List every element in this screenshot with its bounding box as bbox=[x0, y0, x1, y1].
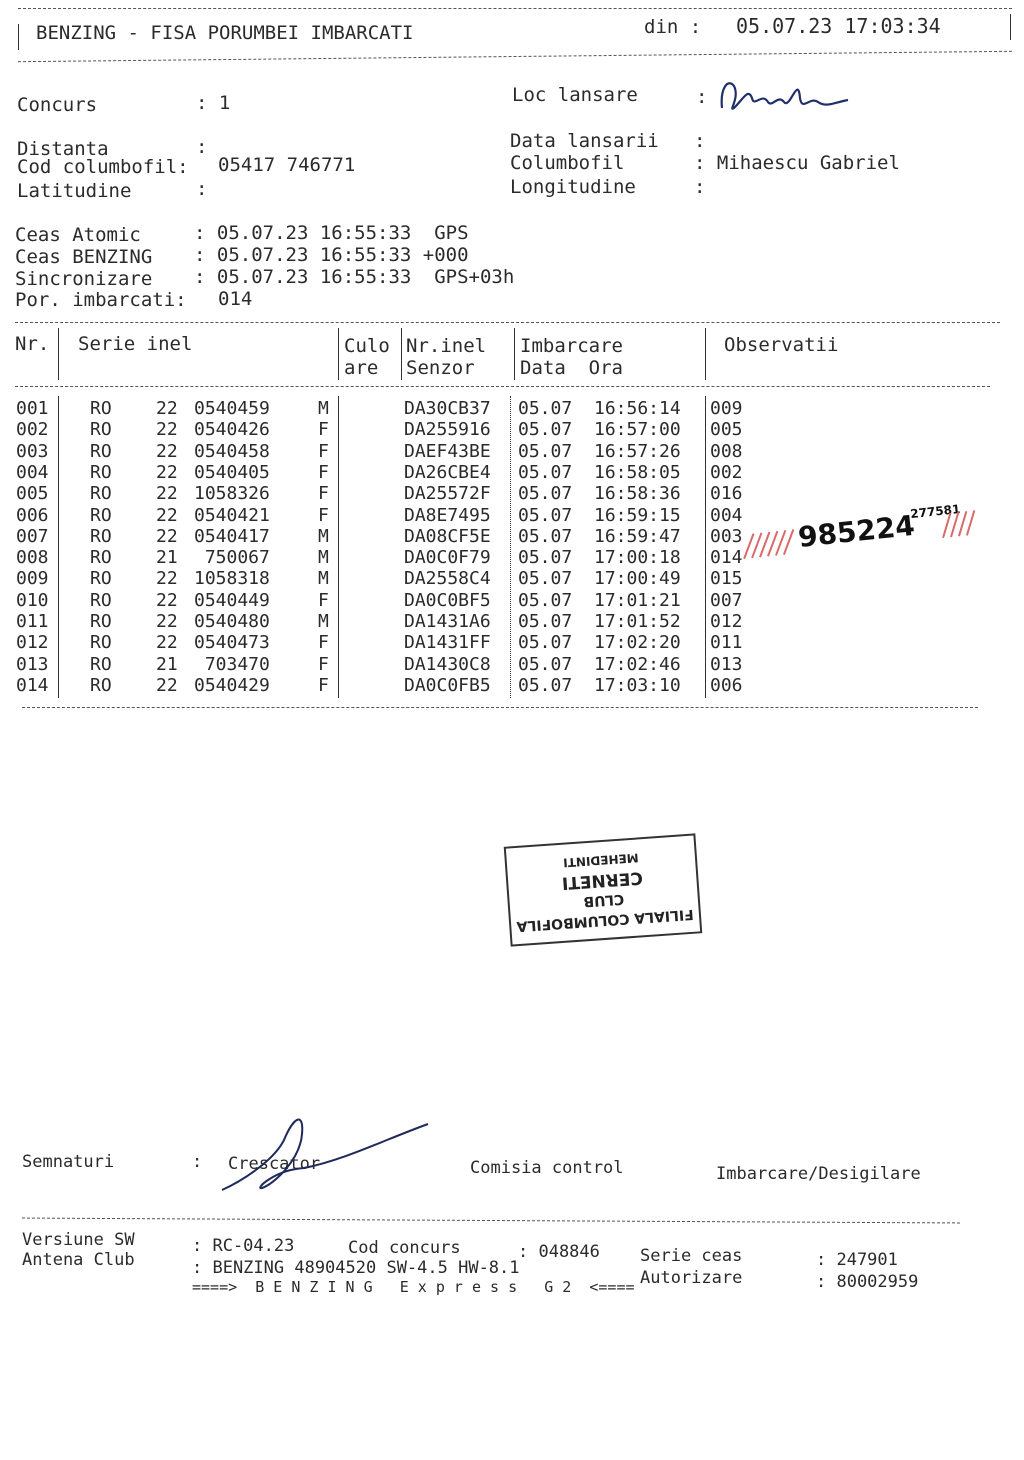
cell-inel: 703470 bbox=[194, 653, 270, 675]
crescator-signature bbox=[214, 1110, 434, 1198]
handwritten-location-signature bbox=[714, 68, 854, 120]
cell-nr: 013 bbox=[16, 653, 49, 675]
serie-ceas-value: : 247901 bbox=[816, 1250, 898, 1270]
cell-nr: 006 bbox=[16, 504, 49, 526]
cell-observatii: 002 bbox=[710, 461, 743, 483]
table-row bbox=[0, 568, 1024, 589]
cell-observatii: 006 bbox=[710, 674, 743, 696]
cell-an: 22 bbox=[156, 461, 178, 483]
cell-sex: F bbox=[318, 653, 329, 675]
cell-sex: F bbox=[318, 674, 329, 696]
cell-senzor: DA26CBE4 bbox=[404, 461, 491, 483]
longitudine-label: Longitudine bbox=[510, 176, 636, 198]
longitudine-value: : bbox=[694, 176, 706, 198]
cell-inel: 0540459 bbox=[194, 398, 270, 419]
col-header-nr-inel-2: Senzor bbox=[406, 357, 475, 379]
cell-ora: 17:00:18 bbox=[594, 547, 681, 569]
cell-sex: F bbox=[318, 504, 329, 526]
cell-an: 22 bbox=[156, 440, 178, 462]
imbarcare-desigilare-label: Imbarcare/Desigilare bbox=[716, 1164, 921, 1184]
data-lansarii-value: : bbox=[694, 130, 706, 152]
col-header-culoare-2: are bbox=[344, 357, 379, 379]
cell-an: 22 bbox=[156, 568, 178, 590]
cell-tara: RO bbox=[90, 589, 112, 611]
stamp-line-2: CLUB bbox=[582, 890, 625, 910]
cell-sex: M bbox=[318, 398, 329, 419]
cell-sex: M bbox=[318, 568, 329, 590]
cell-inel: 0540449 bbox=[194, 589, 270, 611]
cell-observatii: 008 bbox=[710, 440, 743, 462]
cell-tara: RO bbox=[90, 419, 112, 441]
benzing-express-banner: ====> B E N Z I N G E x p r e s s G 2 <==== bbox=[192, 1278, 635, 1296]
cell-observatii: 005 bbox=[710, 419, 743, 441]
cell-sex: F bbox=[318, 589, 329, 611]
table-row bbox=[0, 632, 1024, 653]
cell-ora: 16:56:14 bbox=[594, 398, 681, 419]
concurs-label: Concurs bbox=[17, 94, 98, 116]
cell-data: 05.07 bbox=[518, 419, 573, 441]
cell-data: 05.07 bbox=[518, 589, 573, 611]
cell-data: 05.07 bbox=[518, 653, 573, 675]
cell-an: 22 bbox=[156, 632, 178, 654]
header-sep-5 bbox=[705, 328, 706, 380]
por-imbarcati-value: 014 bbox=[218, 288, 253, 310]
cell-observatii: 013 bbox=[710, 653, 743, 675]
table-row bbox=[0, 590, 1024, 611]
antena-club-label: Antena Club bbox=[22, 1250, 135, 1270]
autorizare-value: : 80002959 bbox=[816, 1272, 919, 1292]
col-header-nr: Nr. bbox=[15, 333, 50, 355]
cell-nr: 009 bbox=[16, 568, 49, 590]
cell-nr: 007 bbox=[16, 525, 49, 547]
sincronizare-label: Sincronizare bbox=[15, 268, 153, 290]
cell-observatii: 016 bbox=[710, 483, 743, 505]
cell-tara: RO bbox=[90, 440, 112, 462]
cell-an: 22 bbox=[156, 674, 178, 696]
cell-senzor: DAEF43BE bbox=[404, 440, 491, 462]
header-sep-2 bbox=[338, 328, 339, 380]
cell-ora: 16:57:00 bbox=[594, 419, 681, 441]
header-sep-4 bbox=[514, 328, 515, 380]
cell-senzor: DA1431A6 bbox=[404, 611, 491, 632]
cell-data: 05.07 bbox=[518, 504, 573, 526]
table-row bbox=[0, 462, 1024, 483]
cell-data: 05.07 bbox=[518, 568, 573, 590]
versiune-sw-label: Versiune SW bbox=[22, 1230, 135, 1250]
cell-tara: RO bbox=[90, 547, 112, 569]
cell-tara: RO bbox=[90, 568, 112, 590]
por-imbarcati-label: Por. imbarcati: bbox=[15, 289, 187, 311]
cell-nr: 002 bbox=[16, 419, 49, 441]
cell-ora: 17:01:52 bbox=[594, 611, 681, 632]
cell-ora: 17:03:10 bbox=[594, 674, 681, 696]
cell-tara: RO bbox=[90, 525, 112, 547]
cell-observatii: 009 bbox=[710, 398, 743, 419]
cell-senzor: DA8E7495 bbox=[404, 504, 491, 526]
table-bottom-rule bbox=[22, 707, 978, 708]
data-lansarii-label: Data lansarii bbox=[510, 130, 659, 152]
cell-nr: 005 bbox=[16, 483, 49, 505]
cell-an: 22 bbox=[156, 419, 178, 441]
cell-senzor: DA08CF5E bbox=[404, 525, 491, 547]
sticker-small-number: 277581 bbox=[909, 501, 961, 522]
distanta-value: : bbox=[196, 136, 208, 158]
stamp-line-4: MEHEDINTI bbox=[562, 850, 640, 870]
cell-senzor: DA30CB37 bbox=[404, 398, 491, 419]
cell-sex: F bbox=[318, 461, 329, 483]
header-sep-3 bbox=[401, 328, 402, 380]
cell-tara: RO bbox=[90, 504, 112, 526]
sticker-hatch-right bbox=[938, 503, 991, 542]
cell-inel: 1058326 bbox=[194, 483, 270, 505]
header-left-border bbox=[18, 24, 19, 50]
cell-ora: 17:02:46 bbox=[594, 653, 681, 675]
cell-ora: 16:57:26 bbox=[594, 440, 681, 462]
header-sep-1 bbox=[58, 328, 59, 380]
cell-ora: 16:58:05 bbox=[594, 461, 681, 483]
cell-data: 05.07 bbox=[518, 440, 573, 462]
col-header-nr-inel-1: Nr.inel bbox=[406, 335, 487, 357]
cod-concurs-value: : 048846 bbox=[518, 1242, 600, 1262]
table-header-rule bbox=[15, 386, 990, 387]
cell-observatii: 003 bbox=[710, 525, 743, 547]
autorizare-label: Autorizare bbox=[640, 1268, 743, 1288]
col-header-imbarcare-1: Imbarcare bbox=[520, 335, 623, 357]
versiune-sw-value: : RC-04.23 bbox=[192, 1236, 295, 1256]
concurs-value: : 1 bbox=[196, 92, 231, 114]
header-right-border bbox=[1010, 14, 1011, 40]
cell-tara: RO bbox=[90, 674, 112, 696]
cell-senzor: DA0C0FB5 bbox=[404, 674, 491, 696]
cod-concurs-label: Cod concurs bbox=[348, 1238, 461, 1258]
cell-tara: RO bbox=[90, 611, 112, 632]
cell-inel: 750067 bbox=[194, 547, 270, 569]
cell-an: 22 bbox=[156, 398, 178, 419]
cell-sex: F bbox=[318, 419, 329, 441]
table-row bbox=[0, 611, 1024, 632]
cell-senzor: DA2558C4 bbox=[404, 568, 491, 590]
cod-columbofil-label: Cod columbofil: bbox=[17, 156, 189, 178]
columbofil-value: : Mihaescu Gabriel bbox=[694, 152, 900, 174]
distanta-label: Distanta bbox=[17, 138, 109, 160]
cell-inel: 0540458 bbox=[194, 440, 270, 462]
club-stamp bbox=[504, 833, 703, 946]
cell-data: 05.07 bbox=[518, 525, 573, 547]
cod-columbofil-value: 05417 746771 bbox=[218, 154, 356, 176]
date-value: 05.07.23 17:03:34 bbox=[736, 14, 941, 38]
semnaturi-label: Semnaturi bbox=[22, 1152, 115, 1172]
cell-senzor: DA255916 bbox=[404, 419, 491, 441]
table-row bbox=[0, 398, 1024, 419]
cell-data: 05.07 bbox=[518, 632, 573, 654]
table-row bbox=[0, 483, 1024, 504]
date-label: din : bbox=[644, 16, 702, 38]
cell-nr: 008 bbox=[16, 547, 49, 569]
cell-data: 05.07 bbox=[518, 611, 573, 632]
cell-observatii: 014 bbox=[710, 547, 743, 569]
cell-an: 21 bbox=[156, 653, 178, 675]
columbofil-label: Columbofil bbox=[510, 152, 625, 174]
cell-nr: 001 bbox=[16, 398, 49, 419]
cell-sex: F bbox=[318, 632, 329, 654]
cell-inel: 0540405 bbox=[194, 461, 270, 483]
antena-club-value: : BENZING 48904520 SW-4.5 HW-8.1 bbox=[192, 1258, 520, 1278]
cell-nr: 014 bbox=[16, 674, 49, 696]
cell-ora: 17:02:20 bbox=[594, 632, 681, 654]
cell-an: 22 bbox=[156, 525, 178, 547]
footer-rule bbox=[22, 1218, 960, 1224]
cell-senzor: DA0C0F79 bbox=[404, 547, 491, 569]
col-header-observatii: Observatii bbox=[724, 334, 839, 356]
cell-ora: 16:59:15 bbox=[594, 504, 681, 526]
cell-an: 21 bbox=[156, 547, 178, 569]
cell-sex: F bbox=[318, 440, 329, 462]
cell-ora: 17:01:21 bbox=[594, 589, 681, 611]
table-row bbox=[0, 441, 1024, 462]
cell-inel: 0540480 bbox=[194, 611, 270, 632]
cell-senzor: DA25572F bbox=[404, 483, 491, 505]
cell-observatii: 012 bbox=[710, 611, 743, 632]
loc-lansare-colon: : bbox=[696, 86, 708, 108]
serie-ceas-label: Serie ceas bbox=[640, 1246, 743, 1266]
header-bottom-border bbox=[18, 51, 1012, 62]
cell-an: 22 bbox=[156, 589, 178, 611]
loc-lansare-label: Loc lansare bbox=[512, 84, 638, 106]
cell-nr: 012 bbox=[16, 632, 49, 654]
cell-observatii: 015 bbox=[710, 568, 743, 590]
document-title: BENZING - FISA PORUMBEI IMBARCATI bbox=[36, 22, 414, 44]
semnaturi-colon: : bbox=[192, 1152, 203, 1172]
col-header-serie-inel: Serie inel bbox=[78, 333, 193, 355]
cell-data: 05.07 bbox=[518, 547, 573, 569]
ceas-benzing-label: Ceas BENZING bbox=[15, 246, 153, 268]
cell-tara: RO bbox=[90, 483, 112, 505]
cell-data: 05.07 bbox=[518, 398, 573, 419]
header-top-border bbox=[18, 8, 1012, 9]
comisia-control-label: Comisia control bbox=[470, 1158, 624, 1178]
table-row bbox=[0, 675, 1024, 696]
cell-inel: 0540426 bbox=[194, 419, 270, 441]
cell-an: 22 bbox=[156, 611, 178, 632]
ceas-atomic-label: Ceas Atomic bbox=[15, 224, 141, 246]
cell-nr: 010 bbox=[16, 589, 49, 611]
sticker-hatch-left bbox=[739, 523, 802, 563]
cell-ora: 16:59:47 bbox=[594, 525, 681, 547]
stamp-line-3: CERNETI bbox=[561, 867, 644, 893]
cell-tara: RO bbox=[90, 653, 112, 675]
cell-senzor: DA1430C8 bbox=[404, 653, 491, 675]
cell-tara: RO bbox=[90, 398, 112, 419]
cell-inel: 0540417 bbox=[194, 525, 270, 547]
cell-inel: 0540473 bbox=[194, 632, 270, 654]
cell-observatii: 004 bbox=[710, 504, 743, 526]
cell-tara: RO bbox=[90, 461, 112, 483]
col-header-culoare-1: Culo bbox=[344, 335, 390, 357]
cell-an: 22 bbox=[156, 504, 178, 526]
ceas-benzing-value: : 05.07.23 16:55:33 +000 bbox=[194, 244, 469, 266]
cell-an: 22 bbox=[156, 483, 178, 505]
sticker-number: 985224 bbox=[796, 508, 917, 554]
table-row bbox=[0, 419, 1024, 440]
latitudine-value: : bbox=[196, 178, 208, 200]
cell-ora: 17:00:49 bbox=[594, 568, 681, 590]
cell-senzor: DA1431FF bbox=[404, 632, 491, 654]
cell-nr: 004 bbox=[16, 461, 49, 483]
cell-observatii: 007 bbox=[710, 589, 743, 611]
sincronizare-value: : 05.07.23 16:55:33 GPS+03h bbox=[194, 266, 515, 288]
cell-ora: 16:58:36 bbox=[594, 483, 681, 505]
cell-data: 05.07 bbox=[518, 674, 573, 696]
ceas-atomic-value: : 05.07.23 16:55:33 GPS bbox=[194, 222, 469, 244]
cell-inel: 1058318 bbox=[194, 568, 270, 590]
cell-sex: M bbox=[318, 525, 329, 547]
cell-nr: 011 bbox=[16, 611, 49, 632]
cell-data: 05.07 bbox=[518, 461, 573, 483]
latitudine-label: Latitudine bbox=[17, 180, 132, 202]
cell-sex: M bbox=[318, 547, 329, 569]
cell-nr: 003 bbox=[16, 440, 49, 462]
cell-data: 05.07 bbox=[518, 483, 573, 505]
cell-sex: F bbox=[318, 483, 329, 505]
col-header-imbarcare-2: Data Ora bbox=[520, 357, 623, 379]
cell-observatii: 011 bbox=[710, 632, 743, 654]
cell-inel: 0540421 bbox=[194, 504, 270, 526]
table-row bbox=[0, 654, 1024, 675]
table-top-rule bbox=[15, 322, 1000, 323]
cell-inel: 0540429 bbox=[194, 674, 270, 696]
cell-tara: RO bbox=[90, 632, 112, 654]
cell-senzor: DA0C0BF5 bbox=[404, 589, 491, 611]
crescator-label: Crescator bbox=[228, 1154, 321, 1174]
stamp-line-1: FILIALA COLUMBOFILA bbox=[516, 905, 695, 935]
cell-sex: M bbox=[318, 611, 329, 632]
